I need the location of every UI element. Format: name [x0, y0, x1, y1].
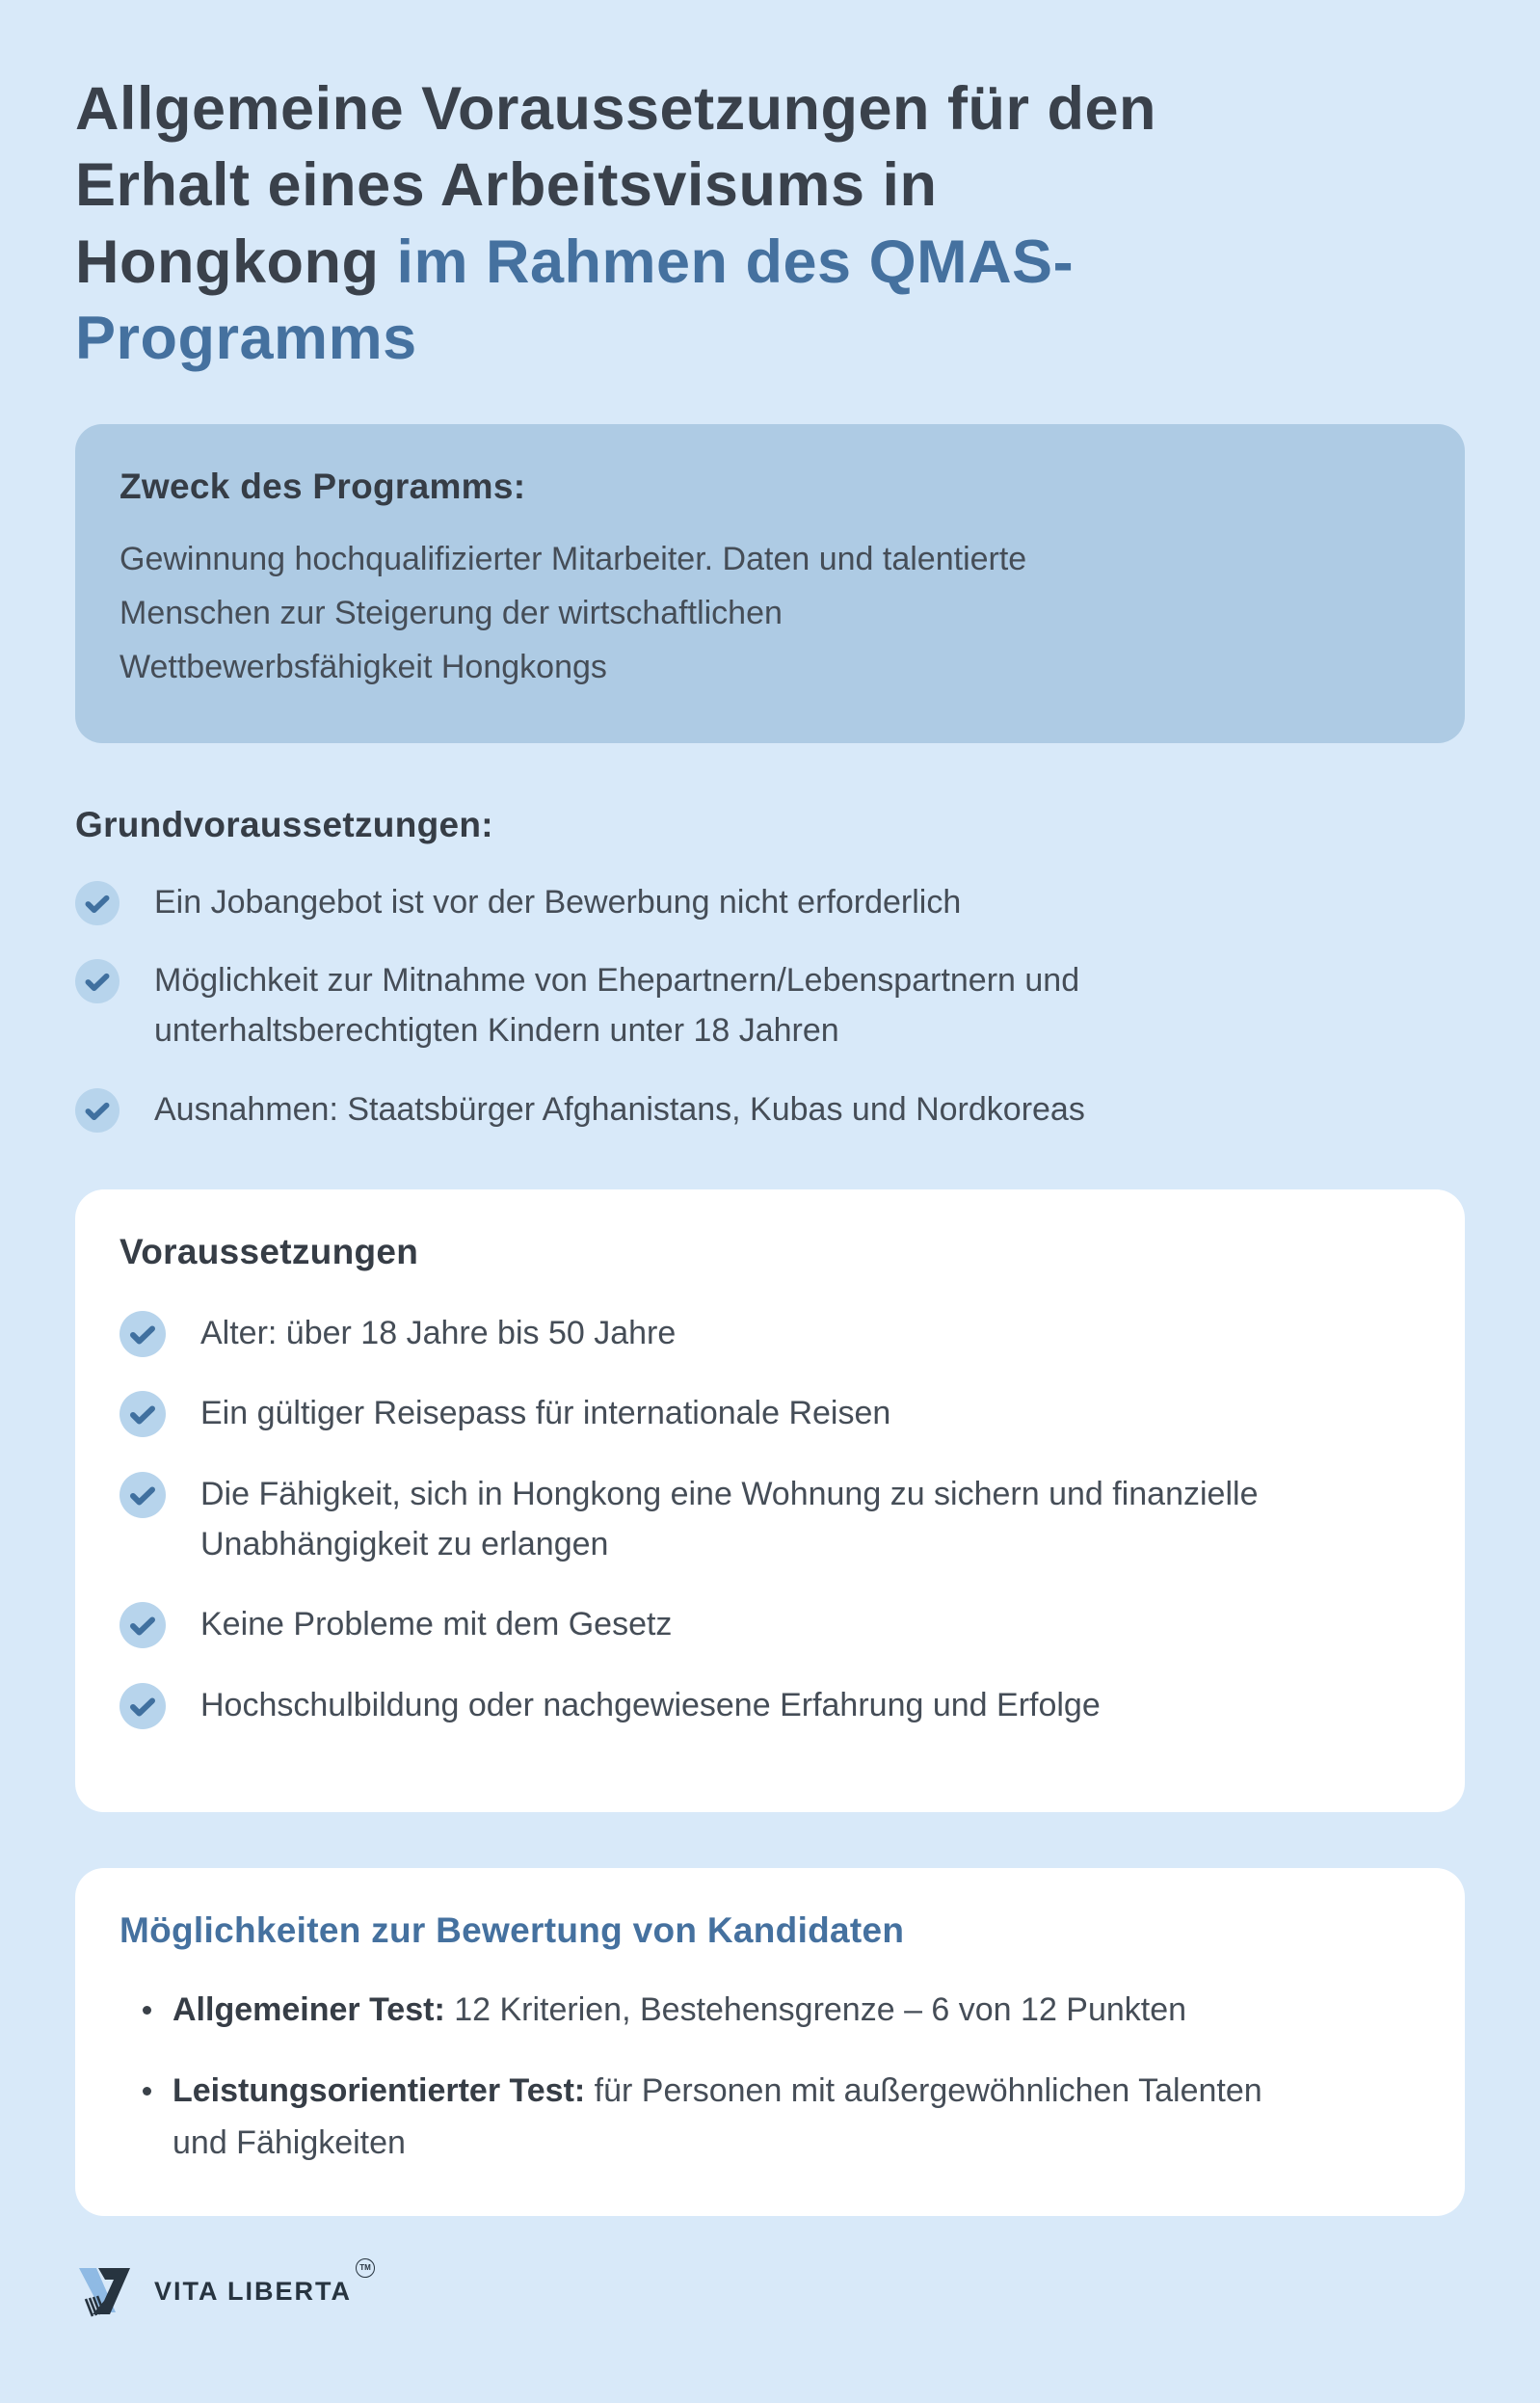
- basic-requirements-heading: Grundvoraussetzungen:: [75, 804, 493, 844]
- check-icon: [75, 881, 119, 925]
- requirements-card: [75, 1189, 1465, 1812]
- basic-requirements-list: [75, 878, 1465, 1135]
- page-title: [75, 71, 1465, 378]
- check-icon: [119, 1391, 166, 1437]
- list-item: [119, 1309, 1421, 1359]
- list-item-lead: Leistungsorientierter Test:: [173, 2071, 586, 2109]
- check-icon: [75, 959, 119, 1003]
- title-line-3: Hongkong im Rahmen des QMAS-: [75, 227, 1075, 296]
- list-item-text: Ein Jobangebot ist vor der Bewerbung nicht erforderlich: [154, 883, 962, 921]
- footer-brand: [75, 2264, 1465, 2320]
- title-accent-qmas: im Rahmen des QMAS-: [396, 227, 1075, 296]
- list-item-text: Leistungsorientierter Test: für Personen mit außergewöhnlichen Talenten und Fähigkeiten: [173, 2071, 1262, 2162]
- brand-name: VITA LIBERTA: [154, 2277, 352, 2307]
- list-item-text: Ausnahmen: Staatsbürger Afghanistans, Kubas und Nordkoreas: [154, 1090, 1085, 1128]
- check-icon: [119, 1311, 166, 1357]
- requirements-card-heading: Voraussetzungen: [119, 1231, 419, 1271]
- vita-liberta-logo-icon: [75, 2264, 139, 2320]
- trademark-icon: TM: [356, 2258, 375, 2278]
- title-line-1: Allgemeine Voraussetzungen für den: [75, 75, 1157, 143]
- bullet-dot-icon: [143, 2087, 151, 2096]
- check-icon: [119, 1472, 166, 1518]
- list-item-text: Die Fähigkeit, sich in Hongkong eine Wohnung zu sichern und finanzielle Unabhängigkeit zu erlangen: [200, 1475, 1259, 1562]
- requirements-list: [119, 1309, 1421, 1731]
- list-item: [75, 878, 1465, 928]
- check-icon: [119, 1683, 166, 1729]
- list-item-text: Ein gültiger Reisepass für internationale Reisen: [200, 1395, 891, 1432]
- purpose-heading: Zweck des Programms:: [119, 466, 526, 506]
- bullet-dot-icon: [143, 2006, 151, 2015]
- list-item-text: Möglichkeit zur Mitnahme von Ehepartnern/Lebenspartnern und unterhaltsberechtigten Kindern unter 18 Jahren: [154, 962, 1080, 1050]
- list-item: [119, 1681, 1421, 1731]
- list-item-text: Alter: über 18 Jahre bis 50 Jahre: [200, 1314, 677, 1351]
- purpose-text: Gewinnung hochqualifizierter Mitarbeiter. Daten und talentierte Menschen zur Steigerung der wirtschaftlichen Wettbewerbsfähigkeit Hongkongs: [119, 540, 1027, 686]
- list-item: [119, 1470, 1421, 1569]
- list-item: [119, 1389, 1421, 1439]
- list-item-lead: Allgemeiner Test:: [173, 1990, 445, 2028]
- title-line-4: Programms: [75, 305, 417, 373]
- list-item-text: Hochschulbildung oder nachgewiesene Erfahrung und Erfolge: [200, 1686, 1101, 1723]
- list-item: [119, 1600, 1421, 1650]
- evaluation-card: [75, 1868, 1465, 2216]
- list-item-text: Keine Probleme mit dem Gesetz: [200, 1606, 673, 1643]
- list-item: [119, 1984, 1421, 2036]
- evaluation-list: [119, 1984, 1421, 2170]
- check-icon: [119, 1602, 166, 1648]
- evaluation-card-heading: Möglichkeiten zur Bewertung von Kandidaten: [119, 1909, 905, 1950]
- list-item: [75, 1085, 1465, 1135]
- list-item: [119, 2065, 1421, 2170]
- list-item: [75, 956, 1465, 1055]
- title-line-2: Erhalt eines Arbeitsvisums in: [75, 151, 938, 220]
- list-item-text: Allgemeiner Test: 12 Kriterien, Bestehensgrenze – 6 von 12 Punkten: [173, 1990, 1187, 2028]
- program-purpose-box: [75, 424, 1465, 743]
- check-icon: [75, 1088, 119, 1133]
